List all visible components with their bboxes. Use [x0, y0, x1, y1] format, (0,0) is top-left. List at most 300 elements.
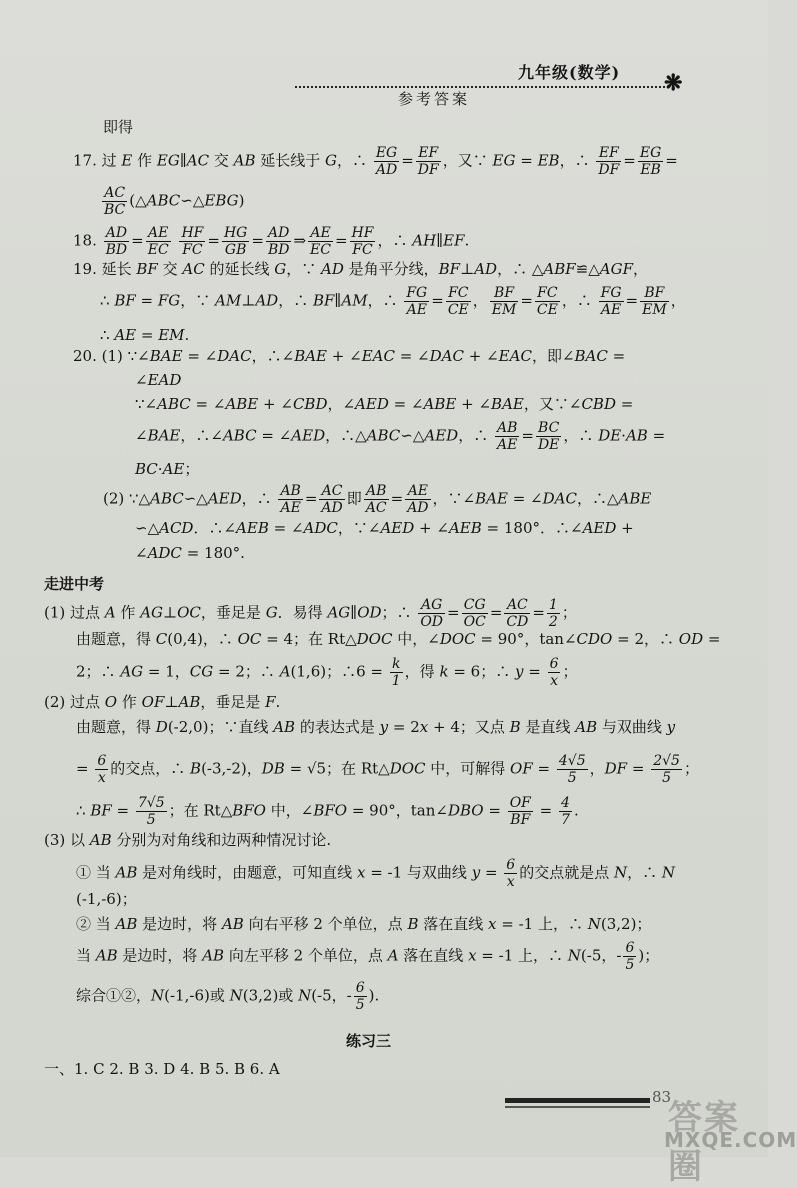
text-run: ⊥ [241, 291, 256, 310]
math-variable: EAD [147, 371, 182, 389]
denominator: AE [280, 500, 301, 516]
numerator: FG [406, 285, 428, 301]
math-variable: AEB [448, 519, 482, 537]
math-variable: AB [89, 831, 112, 849]
numerator: OF [509, 795, 531, 811]
answer-line [135, 397, 633, 412]
denominator: 2 [548, 614, 558, 630]
fraction [404, 285, 429, 318]
fraction [350, 225, 376, 258]
text-run: = [515, 151, 538, 170]
text-run: ，∴ [278, 291, 313, 310]
text-run: = [627, 759, 650, 778]
text-run: 延长线于 [255, 151, 326, 170]
text-run: = [251, 231, 264, 250]
math-variable: OF [141, 693, 165, 711]
math-variable: y [514, 662, 524, 681]
math-variable: ADC [303, 519, 338, 537]
text-run: · [621, 426, 626, 445]
text-run: 向左平移 2 个单位，点 [224, 946, 388, 965]
math-variable: AED [582, 519, 617, 537]
numerator: AG [418, 597, 445, 614]
text-run: ). [368, 986, 380, 1005]
answer-line [100, 185, 244, 218]
text-run: ，∵∠ [337, 519, 381, 537]
denominator: 5 [146, 812, 156, 828]
text-run: + ∠ [463, 347, 499, 365]
text-run: ．易得 [277, 603, 328, 622]
text-run: ⊥ [163, 603, 178, 622]
text-run: (3,2)； [600, 915, 652, 933]
text-run: 是边时，将 [117, 946, 203, 965]
answer-line [135, 521, 634, 536]
text-run: = [532, 759, 555, 778]
text-run: = [76, 759, 94, 778]
math-variable: EF [443, 231, 465, 250]
fraction [596, 145, 621, 178]
denominator: x [550, 673, 558, 689]
denominator: EB [640, 162, 661, 178]
fraction [638, 145, 663, 178]
denominator: GB [224, 242, 247, 258]
answer-line [76, 753, 699, 786]
text-run: ； [561, 603, 577, 622]
text-run: ，∴∠ [180, 426, 223, 445]
text-run: 练习三 [346, 1032, 392, 1050]
denominator: CE [447, 302, 469, 318]
answer-line [73, 349, 625, 364]
denominator: EM [491, 302, 517, 318]
math-variable: ACD [159, 519, 194, 537]
math-variable: AH [412, 231, 437, 250]
text-run: + [616, 519, 634, 537]
text-run: ； [683, 759, 699, 778]
text-run: = -1 上，∴ [476, 946, 568, 965]
text-run: (-2,0)；∵直线 [167, 718, 274, 736]
numerator: AE [405, 483, 430, 500]
math-variable: EAC [498, 347, 532, 365]
fraction [640, 285, 669, 318]
numerator: 4√5 [558, 753, 586, 769]
text-run: ∵∠ [135, 395, 158, 413]
numerator: AE [308, 225, 333, 242]
answer-line [73, 262, 648, 277]
denominator: DE [537, 437, 560, 453]
text-run: + ∠ [414, 519, 449, 537]
text-run: = -1 与双曲线 [365, 863, 472, 882]
text-run: = [625, 291, 639, 310]
fraction [504, 597, 530, 630]
math-variable: ABC [146, 191, 181, 210]
denominator: BD [267, 242, 290, 258]
text-run: ∥ [350, 603, 358, 622]
numerator: AB [280, 483, 301, 499]
denominator: AD [321, 500, 343, 516]
math-variable: AD [474, 260, 498, 278]
math-variable: x [488, 915, 497, 933]
fraction [651, 753, 682, 786]
denominator: OC [463, 614, 486, 630]
numerator: BC [536, 420, 561, 437]
math-variable: AG [140, 603, 164, 622]
text-run: . [573, 801, 579, 820]
math-variable: AED [380, 519, 415, 537]
math-variable: BF [438, 260, 461, 278]
text-run: ⊥ [164, 693, 179, 711]
denominator: EC [147, 242, 169, 258]
text-run: 落在直线 [418, 915, 489, 933]
text-run: ∥ [179, 151, 187, 170]
watermark-url: MXQE.COM [664, 1128, 797, 1152]
numerator: FC [446, 285, 471, 302]
text-run: ，∴ [561, 291, 597, 310]
fraction [623, 940, 636, 973]
numerator: BF [490, 285, 519, 302]
text-run: ∥ [436, 231, 444, 250]
text-run: ∥ [334, 291, 342, 310]
answer-line [76, 940, 659, 973]
text-run: ，垂足是 [200, 693, 266, 711]
math-variable: EAC [361, 347, 395, 365]
math-variable: B [509, 718, 521, 736]
text-run: 是直线 [520, 718, 576, 736]
math-variable: ABE [618, 489, 652, 508]
math-variable: ABC [150, 489, 184, 508]
text-run: = [703, 630, 721, 648]
math-variable: N [229, 986, 243, 1005]
text-run: ∽△ [400, 426, 425, 445]
math-variable: G [265, 603, 278, 622]
math-variable: BF [114, 291, 136, 310]
math-variable: FG [157, 291, 181, 310]
text-run: ； [184, 460, 200, 478]
text-run: (0,4)，∴ [167, 630, 238, 648]
text-run: ，∴ [563, 426, 599, 445]
math-variable: DE [598, 426, 622, 445]
denominator: DF [598, 162, 620, 178]
math-variable: BF [312, 291, 335, 310]
text-run: 中，∠ [265, 801, 314, 820]
math-variable: DBO [447, 801, 484, 820]
text-run: ； [562, 662, 578, 681]
math-variable: N [298, 986, 312, 1005]
math-variable: A [279, 662, 291, 681]
text-run: (-1,-6)或 [164, 986, 230, 1005]
math-variable: A [104, 603, 116, 622]
text-run: + 4；又点 [428, 718, 510, 736]
numerator: AB [496, 420, 518, 436]
numerator: AB [364, 483, 389, 500]
denominator: AD [375, 162, 398, 178]
fraction [364, 483, 389, 516]
math-variable: N [613, 863, 628, 882]
numerator: HF [351, 225, 374, 241]
text-run: = [523, 662, 546, 681]
numerator: AC [319, 483, 344, 500]
text-run: ，∴ [627, 863, 662, 882]
answer-line [135, 462, 199, 477]
text-run: = [207, 231, 220, 250]
numerator: EG [375, 145, 398, 161]
header-dotted-rule [295, 86, 665, 88]
math-variable: BFO [313, 801, 348, 820]
math-variable: AB [273, 718, 296, 736]
math-variable: DOC [389, 759, 426, 778]
text-run: ≌△ [575, 260, 600, 278]
answer-line [135, 420, 665, 453]
math-variable: D [155, 718, 168, 736]
math-variable: CG [189, 662, 214, 681]
text-run: ∽△ [183, 489, 208, 508]
denominator: BF [510, 812, 531, 828]
text-run: . [464, 231, 470, 250]
text-run: 是边时，将 [137, 915, 222, 933]
text-run: ⊥ [460, 260, 475, 278]
math-variable: y [666, 718, 676, 736]
math-variable: G [325, 151, 338, 170]
answer-line [44, 833, 331, 848]
text-run: 中，∠ [392, 630, 440, 648]
text-run: . [184, 326, 190, 344]
answer-line [76, 892, 137, 907]
text-run: ，∠ [327, 395, 356, 413]
text-run: = [390, 489, 404, 508]
text-run: 走进中考 [44, 575, 105, 593]
math-variable: ADC [147, 544, 182, 562]
text-run: ， [670, 291, 686, 310]
text-run: = ∠ [190, 395, 226, 413]
math-variable: AD [255, 291, 279, 310]
answer-line [100, 285, 686, 318]
text-run: ，即∠ [531, 347, 575, 365]
text-run: + ∠ [327, 347, 362, 365]
math-variable: OD [357, 603, 382, 622]
fraction [599, 285, 624, 318]
text-run: ，∴ [377, 231, 413, 250]
denominator: AE [497, 437, 518, 453]
math-variable: BAE [294, 347, 327, 365]
denominator: 1 [391, 673, 401, 689]
denominator: AE [406, 302, 427, 318]
math-variable: N [151, 986, 165, 1005]
text-run: ，∵∠ [432, 489, 476, 508]
math-variable: OC [237, 630, 262, 648]
text-run: 19. 延长 [73, 260, 137, 278]
fraction [462, 597, 488, 630]
text-run: = -1 上，∴ [496, 915, 588, 933]
text-run: (2) 过点 [44, 693, 105, 711]
numerator: 6 [97, 753, 107, 769]
text-run: )； [638, 946, 660, 965]
math-variable: BAE [149, 347, 183, 365]
text-run: = ∠ [394, 347, 430, 365]
math-variable: ABF [543, 260, 576, 278]
denominator: BD [105, 242, 128, 258]
text-run: (2) ∵△ [103, 489, 151, 508]
numerator: CG [462, 597, 488, 614]
text-run: ；∴ [381, 603, 417, 622]
text-run: 作 [117, 693, 142, 711]
text-run: = 2，∴ [612, 630, 679, 648]
math-variable: AED [355, 395, 389, 413]
denominator: 5 [355, 997, 365, 1013]
denominator: CE [536, 302, 558, 318]
text-run: = 2；∴ [213, 662, 280, 681]
answer-line [76, 857, 675, 890]
text-run: = [111, 801, 134, 820]
math-variable: AED [207, 489, 242, 508]
footer-rule-thin [505, 1106, 650, 1108]
answer-line [76, 795, 579, 828]
watermark-logo: 答案圈 [668, 1098, 740, 1187]
math-variable: AB [115, 863, 138, 882]
text-run: ) [238, 191, 245, 210]
denominator: EC [310, 242, 331, 258]
fraction [102, 185, 127, 218]
math-variable: BC [135, 460, 158, 478]
math-variable: DAC [429, 347, 464, 365]
answer-line [76, 917, 651, 932]
math-variable: AC [182, 260, 205, 278]
math-variable: DOC [439, 630, 476, 648]
answer-line [135, 373, 181, 388]
math-variable: A [387, 946, 399, 965]
text-run: 当 [76, 946, 96, 965]
text-run: ，∴ [241, 489, 277, 508]
answer-line [100, 328, 189, 343]
text-run: = [623, 151, 636, 170]
fraction [508, 795, 533, 828]
text-run: 的延长线 [204, 260, 275, 278]
numerator: BF [640, 285, 669, 302]
math-variable: AB [233, 151, 256, 170]
fraction [495, 420, 519, 453]
fraction [319, 483, 344, 516]
text-run: ，∴ [367, 291, 403, 310]
math-variable: BAE [147, 426, 181, 445]
text-run: 落在直线 [398, 946, 469, 965]
math-variable: OC [177, 603, 201, 622]
math-variable: AM [215, 291, 242, 310]
text-run: ．∴∠ [193, 519, 237, 537]
math-variable: B [407, 915, 419, 933]
math-variable: C [155, 630, 168, 648]
text-run: 交 [157, 260, 183, 278]
denominator: AC [365, 500, 387, 516]
math-variable: AEB [236, 519, 269, 537]
text-run: 的交点，∴ [110, 759, 191, 778]
text-run: 的交点就是点 [519, 863, 614, 882]
math-variable: N [567, 946, 581, 965]
math-variable: y [471, 863, 481, 882]
page-number: 83 [652, 1088, 672, 1106]
text-run: (△ [129, 191, 147, 210]
fraction [405, 483, 430, 516]
numerator: 6 [625, 940, 635, 956]
math-variable: AG [120, 662, 144, 681]
math-variable: CBD [581, 395, 616, 413]
text-run: 的表达式是 [295, 718, 380, 736]
numerator: AD [266, 225, 292, 242]
math-variable: N [661, 863, 676, 882]
numerator: AC [102, 185, 127, 202]
denominator: AD [407, 500, 429, 516]
text-run: = 90°，tan∠ [347, 801, 448, 820]
text-run: = [334, 231, 348, 250]
text-run: · [157, 460, 163, 478]
text-run: 分别为对角线和边两种情况讨论. [111, 831, 332, 849]
text-run: ，∵ [180, 291, 216, 310]
text-run: 2；∴ [76, 662, 121, 681]
math-variable: DAC [217, 347, 252, 365]
text-run: ，又∵ [442, 151, 493, 170]
text-run: ， [632, 260, 648, 278]
math-variable: O [104, 693, 118, 711]
text-run: ∴ [76, 801, 91, 820]
denominator: FC [182, 242, 203, 258]
text-run: 综合①②， [76, 986, 152, 1005]
math-variable: G [274, 260, 287, 278]
numerator: FC [535, 285, 560, 302]
text-run: 即 [346, 489, 362, 508]
fraction [548, 656, 561, 689]
text-run: 一、1. C 2. B 3. D 4. B 5. B 6. A [44, 1060, 280, 1078]
math-variable: CBD [292, 395, 328, 413]
text-run: 是对角线时，由题意，可知直线 [137, 863, 357, 882]
math-variable: ABC [222, 426, 257, 445]
text-run: ⇒ [293, 231, 307, 250]
text-run: 17. 过 [73, 151, 122, 170]
text-run: 由题意，得 [76, 718, 156, 736]
math-variable: DF [604, 759, 628, 778]
text-run: ，∵ [286, 260, 322, 278]
fraction [446, 285, 471, 318]
text-run: (-3,-2)， [201, 759, 262, 778]
text-run: 与双曲线 [597, 718, 667, 736]
denominator: CD [506, 614, 529, 630]
math-variable: AG [327, 603, 351, 622]
fraction [222, 225, 249, 258]
math-variable: EBG [204, 191, 239, 210]
fraction [559, 795, 572, 828]
text-run: ，得 [404, 662, 440, 681]
answer-line [76, 980, 379, 1013]
text-run: 交 [209, 151, 234, 170]
fraction [504, 857, 517, 890]
text-run: = 90°，tan∠ [475, 630, 577, 648]
fraction [354, 980, 367, 1013]
text-run: = 2 [388, 718, 420, 736]
text-run: = [647, 426, 666, 445]
math-variable: BF [90, 801, 112, 820]
denominator: DF [417, 162, 439, 178]
math-variable: E [121, 151, 133, 170]
text-run: ，∴ △ [497, 260, 544, 278]
header-title: 九年级(数学) [518, 63, 621, 82]
denominator: x [97, 770, 106, 786]
numerator: 2√5 [653, 753, 680, 769]
text-run: ② 当 [76, 915, 116, 933]
text-run: 18. [73, 231, 102, 250]
math-variable: BAC [574, 347, 608, 365]
numerator: AE [146, 225, 171, 242]
math-variable: ABE [225, 395, 259, 413]
denominator: 5 [625, 957, 635, 973]
numerator: EG [639, 145, 662, 161]
text-run: = [607, 347, 626, 365]
text-run: = ∠ [268, 519, 304, 537]
numerator: AD [104, 225, 130, 242]
